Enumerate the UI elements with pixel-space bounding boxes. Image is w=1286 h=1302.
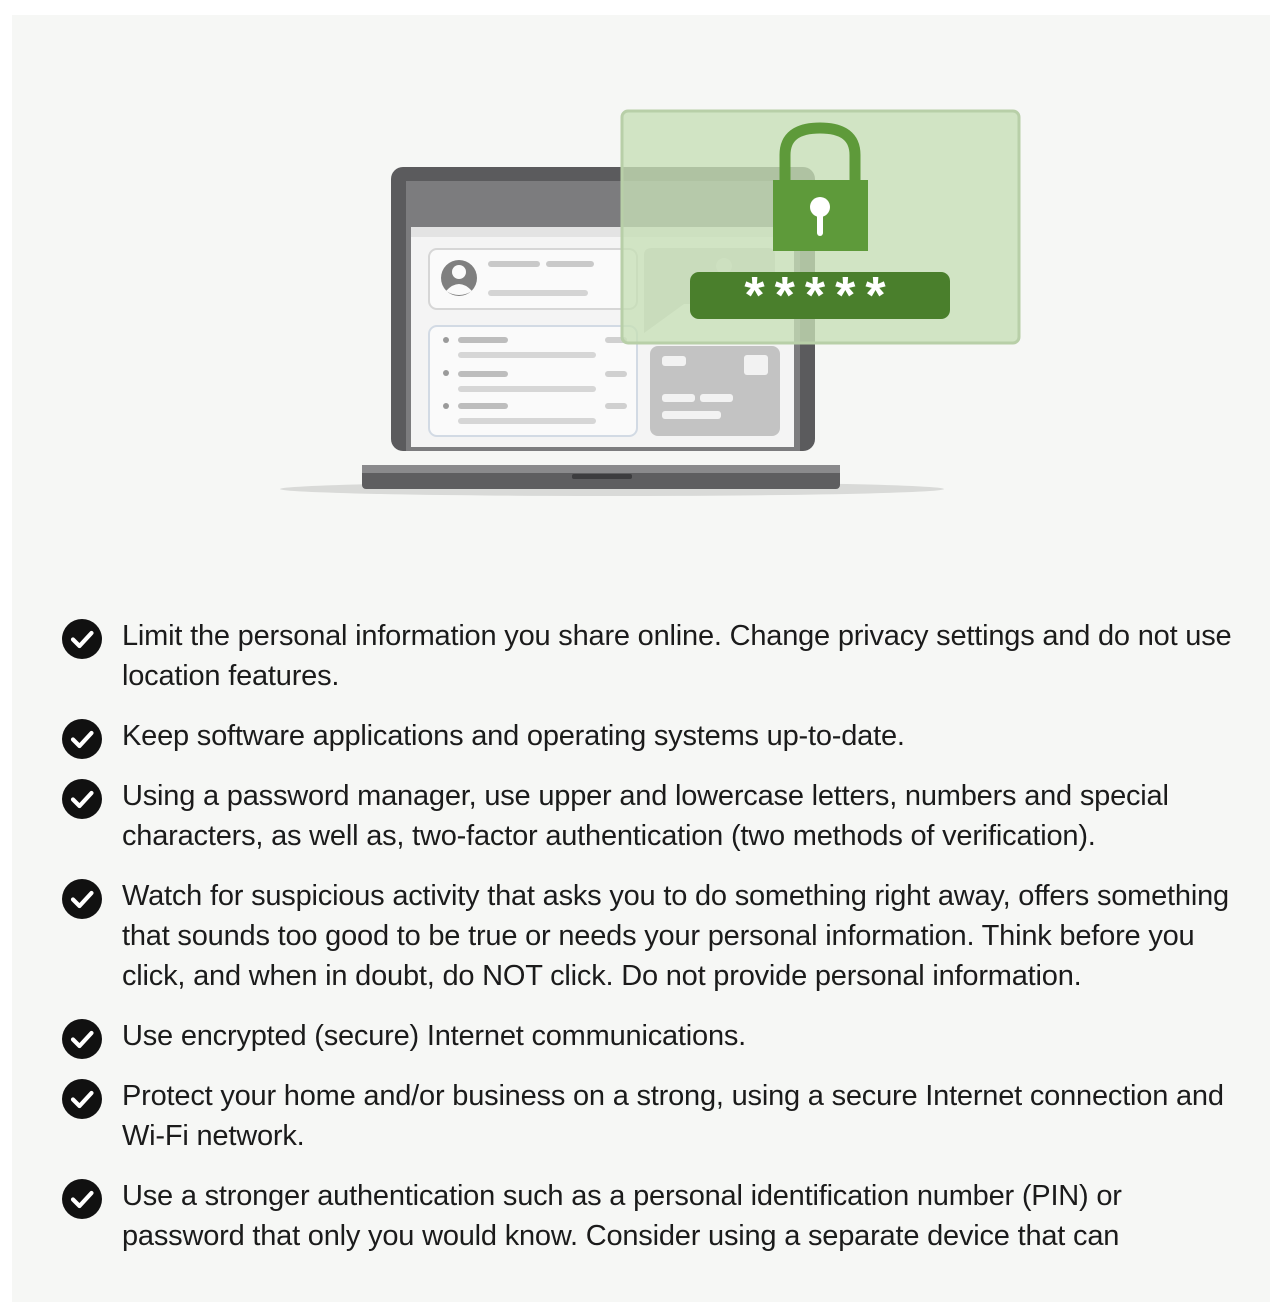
checkmark-icon: [62, 619, 102, 659]
checkmark-icon: [62, 1019, 102, 1059]
laptop-security-illustration: [12, 15, 1270, 575]
list-item: [12, 776, 1270, 856]
tip-text: Keep software applications and operating systems up-to-date.: [122, 720, 905, 752]
list-card: [429, 326, 637, 436]
laptop-base: [362, 465, 840, 489]
password-field-graphic: [690, 267, 950, 325]
credit-card-graphic: [650, 346, 780, 436]
tip-text: Watch for suspicious activity that asks you to do something right away, offers something that sounds too good to be true or needs your personal information. Think before you click, and when in doubt, do NOT click. Do not provide personal information.: [122, 880, 1229, 992]
checkmark-icon: [62, 779, 102, 819]
checkmark-icon: [62, 879, 102, 919]
tip-text: Using a password manager, use upper and lowercase letters, numbers and special characters, as well as, two-factor authentication (two methods of verification).: [122, 780, 1169, 852]
tip-text: Use a stronger authentication such as a personal identification number (PIN) or password that only you would know. Consider using a separate device that can: [122, 1180, 1122, 1252]
password-mask: *****: [744, 267, 896, 325]
checkmark-icon: [62, 1179, 102, 1219]
list-item: [12, 716, 1270, 756]
security-tips-list: [12, 616, 1270, 1276]
tip-text: Use encrypted (secure) Internet communications.: [122, 1020, 747, 1052]
checkmark-icon: [62, 719, 102, 759]
list-item: [12, 1176, 1270, 1256]
list-item: [12, 1076, 1270, 1156]
checkmark-icon: [62, 1079, 102, 1119]
tip-text: Limit the personal information you share online. Change privacy settings and do not use location features.: [122, 620, 1232, 692]
list-item: [12, 616, 1270, 696]
profile-card: [429, 249, 637, 309]
list-item: [12, 876, 1270, 996]
content-card: [12, 15, 1270, 1302]
list-item: [12, 1016, 1270, 1056]
tip-text: Protect your home and/or business on a strong, using a secure Internet connection and Wi-Fi network.: [122, 1080, 1224, 1152]
